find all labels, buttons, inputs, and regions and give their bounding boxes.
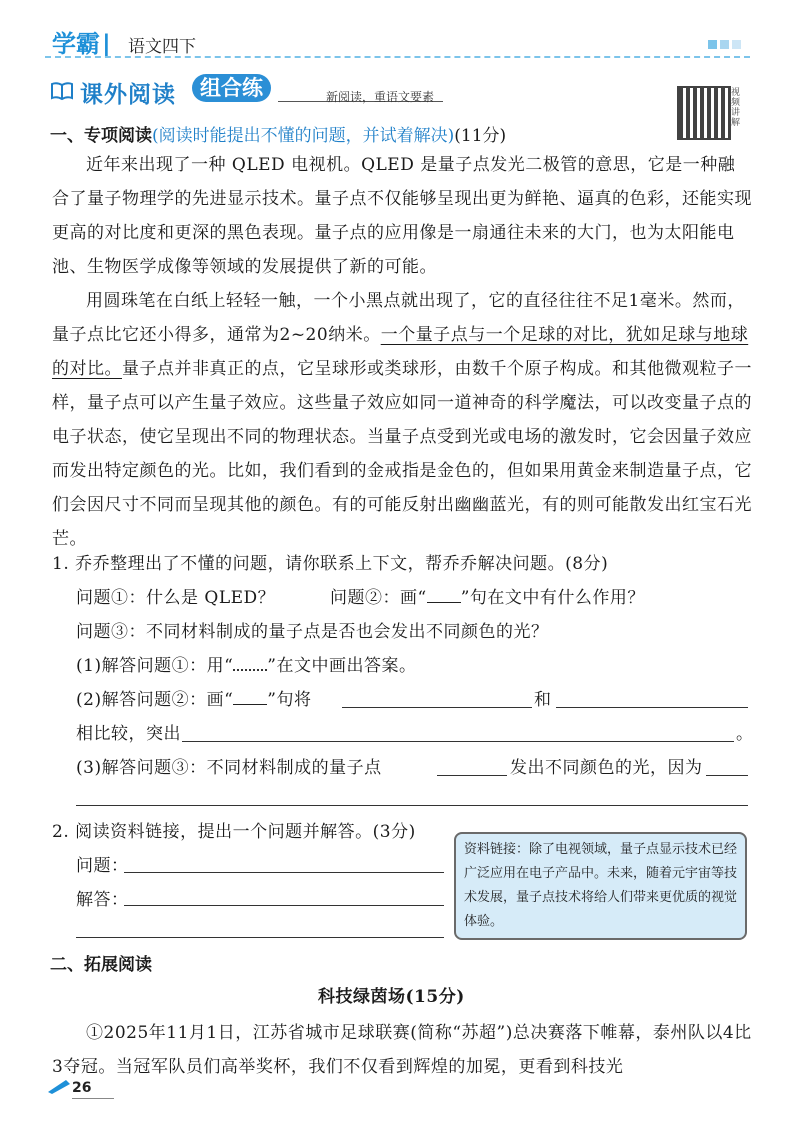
section-hint: (阅读时能提出不懂的问题，并试着解决) <box>152 126 455 146</box>
header-square <box>708 40 717 49</box>
question-2: 2. 阅读资料链接，提出一个问题并解答。(3分) <box>52 822 416 842</box>
answer-1-3: (3)解答问题③：不同材料制成的量子点 <box>76 758 382 778</box>
question-2-ask-label: 问题： <box>76 856 129 876</box>
brand-logo: 学霸| <box>52 30 111 58</box>
header-square <box>732 40 741 49</box>
answer-blank[interactable] <box>76 937 444 938</box>
answer-blank[interactable] <box>706 775 748 776</box>
article-title: 科技绿茵场(15分) <box>318 987 465 1007</box>
answer-1-2: (2)解答问题②：画“ ”句将 <box>76 683 311 717</box>
footer-rule <box>72 1098 114 1099</box>
question-2-answer-label: 解答： <box>76 890 129 910</box>
header-divider <box>45 56 750 58</box>
answer-blank[interactable] <box>182 741 734 742</box>
article-paragraph-1: ①2025年11月1日，江苏省城市足球联赛(简称“苏超”)总决赛落下帷幕，泰州队以4比3夺冠。当冠军队员们高举奖杯，我们不仅看到辉煌的加冕，更看到科技光 <box>52 1023 752 1077</box>
question-1-part-c: 问题③：不同材料制成的量子点是否也会发出不同颜色的光？ <box>76 622 549 642</box>
answer-period: 。 <box>736 724 754 744</box>
section-banner-title: 课外阅读 <box>80 82 176 108</box>
section-heading: 一、专项阅读(阅读时能提出不懂的问题，并试着解决)(11分) <box>50 126 507 146</box>
answer-blank[interactable] <box>342 707 532 708</box>
section-2-heading: 二、拓展阅读 <box>50 955 152 975</box>
answer-1-1: (1)解答问题①：用“ ”在文中画出答案。 <box>76 649 416 683</box>
resource-link-box: 资料链接：除了电视领域，量子点显示技术已经广泛应用在电子产品中。未来，随着元宇宙等技术发展，量子点技术将给人们带来更优质的视觉体验。 <box>454 832 747 940</box>
question-1-part-a: 问题①：什么是 QLED？ <box>76 588 276 608</box>
answer-blank[interactable] <box>124 872 444 873</box>
passage-paragraph-1: 近年来出现了一种 QLED 电视机。QLED 是量子点发光二极管的意思，它是一种融合了量子物理学的先进显示技术。量子点不仅能够呈现出更为鲜艳、逼真的色彩，还能实现更高的对比度和更深的黑色表现。量子点的应用像是一扇通往未来的大门，也为太阳能电池、生物医学成像等领域的发展提供了新的可能。 <box>52 155 752 277</box>
passage-paragraph-2: 用圆珠笔在白纸上轻轻一触，一个小黑点就出现了，它的直径往往不足1毫米。然而，量子点比它还小得多，通常为2~20纳米。一个量子点与一个足球的对比，犹如足球与地球的对比。量子点并非真正的点，它呈球形或类球形，由数千个原子构成。和其他微观粒子一样，量子点可以产生量子效应。这些量子效应如同一道神奇的科学魔法，可以改变量子点的电子状态，使它呈现出不同的物理状态。当量子点受到光或电场的激发时，它会因量子效应而发出特定颜色的光。比如，我们看到的金戒指是金色的，但如果用黄金来制造量子点，它们会因尺寸不同而呈现其他的颜色。有的可能反射出幽幽蓝光，有的则可能散发出红宝石光芒。 <box>52 291 752 549</box>
section-banner-badge: 组合练 <box>192 74 271 102</box>
banner-tagline: 新阅读，重语文要素 <box>326 90 435 104</box>
answer-1-3-cont: 发出不同颜色的光，因为 <box>510 758 703 778</box>
page-number: 26 <box>72 1080 92 1096</box>
question-1: 1. 乔乔整理出了不懂的问题，请你联系上下文，帮乔乔解决问题。(8分) <box>52 554 609 574</box>
pencil-icon <box>48 1080 70 1094</box>
book-icon <box>50 80 74 102</box>
question-1-part-b: 问题②：画“ ”句在文中有什么作用？ <box>330 581 645 615</box>
answer-blank[interactable] <box>556 707 748 708</box>
qr-code[interactable] <box>677 86 731 140</box>
qr-label: 视频讲解 <box>731 88 741 128</box>
answer-1-2-cont: 相比较，突出 <box>76 724 181 744</box>
answer-blank[interactable] <box>124 905 444 906</box>
header-square <box>720 40 729 49</box>
underlined-sentence: 一个量子点与一个足球的对比，犹如足球与地球的对比。 <box>52 325 749 379</box>
answer-blank[interactable] <box>437 775 507 776</box>
answer-1-2-and: 和 <box>534 690 552 710</box>
answer-blank[interactable] <box>76 805 748 806</box>
book-subject: 语文四下 <box>128 37 196 57</box>
